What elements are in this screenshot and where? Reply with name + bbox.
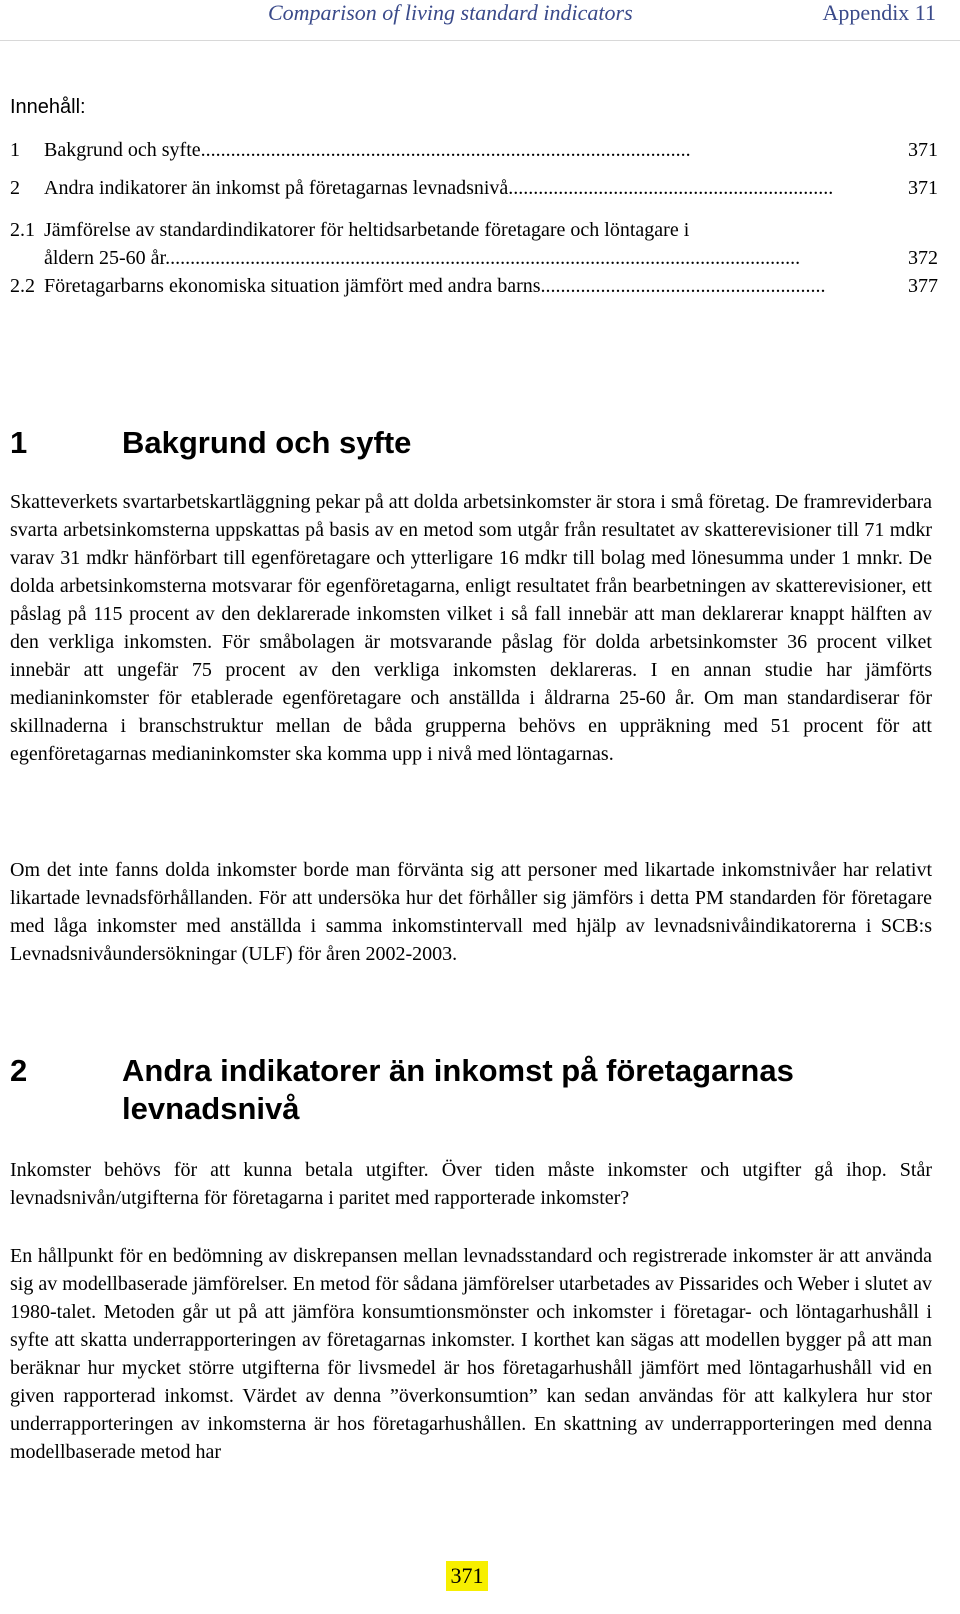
toc-entry-text: Företagarbarns ekonomiska situation jämfört med andra barns [44,275,541,297]
toc-entry-number: 2.1 [10,219,35,241]
body-paragraph: Inkomster behövs för att kunna betala utgifter. Över tiden måste inkomster och utgifter gå ihop. Står levnadsnivån/utgifterna för företagarna i paritet med rapporterade inkomster? [10,1159,932,1209]
toc-entry-number: 2 [10,177,20,199]
toc-entry[interactable]: 2 Andra indikatorer än inkomst på företagarnas levnadsnivå................................................................. 371 [10,174,938,202]
body-paragraph: En hållpunkt för en bedömning av diskrepansen mellan levnadsstandard och registrerade inkomster är att använda sig av modellbaserade jämförelser. En metod för sådana jämförelser utarbetades av Pissarides och Weber i slutet av 1980-talet. Metoden går ut på att jämföra konsumtionsmönster och inkomster i företagar- och löntagarhushåll i syfte att skatta underrapporteringen av företagarnas inkomster. I korthet kan sägas att modellen bygger på att man beräknar hur mycket större utgifterna för livsmedel är hos företagarhushåll jämfört med löntagarhushåll vid en given rapporterad inkomst. Värdet av denna ”överkonsumtion” kan sedan användas för att kalkylera hur stor underrapporteringen av inkomsterna är hos företagarhushållen. En skattning av underrapporteringen med denna modellbaserade metod har [10,1245,932,1463]
toc-entry[interactable]: 2.2 Företagarbarns ekonomiska situation jämfört med andra barns......................................................... 377 [10,272,938,300]
toc-entry-number: 1 [10,139,20,161]
header-divider [0,40,960,41]
section-number: 2 [10,1053,28,1088]
toc-title: Innehåll: [10,96,86,118]
toc-entry-text: Andra indikatorer än inkomst på företagarnas levnadsnivå [44,177,509,199]
appendix-label: Appendix 11 [822,0,936,25]
toc-entry[interactable] [10,216,938,244]
toc-entry-page: 371 [904,174,938,202]
toc-entry-page: 371 [904,136,938,164]
section-heading [10,424,932,464]
toc-entry-number: 2.2 [10,275,35,297]
toc-entry-continuation[interactable]: åldern 25-60 år............................................................................................................................... 372 [44,244,938,272]
toc-entry-text: Bakgrund och syfte [44,139,201,161]
body-paragraph: Skatteverkets svartarbetskartläggning pekar på att dolda arbetsinkomster är stora i små företag. De framreviderbara svarta arbetsinkomsterna uppskattas på basis av en metod som utgår från resultatet av skatterevisioner till 71 mdkr varav 31 mdkr hänförbart till egenföretagare och ytterligare 16 mdkr till bolag med lönesumma under 1 mnkr. De dolda arbetsinkomsterna motsvarar för egenföretagarna, enligt resultatet från bearbetningen av skatterevisioner, ett påslag på 115 procent av den deklarerade inkomsten vilket i så fall innebär att man deklarerar knappt hälften av den verkliga inkomsten. För småbolagen är motsvarande påslag för dolda arbetsinkomster 36 procent vilket innebär att ungefär 75 procent av den verkliga inkomsten deklareras. I en annan studie har jämförts medianinkomster för etablerade egenföretagare och anställda i åldrarna 25-60 år. Om man standardiserar för skillnaderna i branschstruktur mellan de båda grupperna behövs en uppräkning med 51 procent för att egenföretagarnas medianinkomster ska komma upp i nivå med löntagarnas. [10,491,932,765]
page-number: 371 [446,1561,488,1591]
body-paragraph: Om det inte fanns dolda inkomster borde man förvänta sig att personer med likartade inkomstnivåer har relativt likartade levnadsförhållanden. För att undersöka hur det förhåller sig jämförs i detta PM standarden för företagare med låga inkomster med anställda i samma inkomstintervall med hjälp av levnadsnivåindikatorerna i SCB:s Levnadsnivåundersökningar (ULF) för åren 2002-2003. [10,859,932,965]
running-title: Comparison of living standard indicators [268,0,633,25]
section-title: Andra indikatorer än inkomst på företagarnas levnadsnivå [122,1053,794,1126]
section-title: Bakgrund och syfte [122,425,412,460]
toc-entry-page: 372 [904,244,938,272]
toc-entry-text: Jämförelse av standardindikatorer för heltidsarbetande företagare och löntagare i [44,219,690,241]
toc-entry-text-cont: åldern 25-60 år [44,247,166,269]
toc-entry-page: 377 [904,272,938,300]
section-heading [10,1052,932,1132]
section-number: 1 [10,425,28,460]
page-header [0,0,960,36]
toc-entry[interactable]: 1 Bakgrund och syfte.................................................................................................. 371 [10,136,938,164]
